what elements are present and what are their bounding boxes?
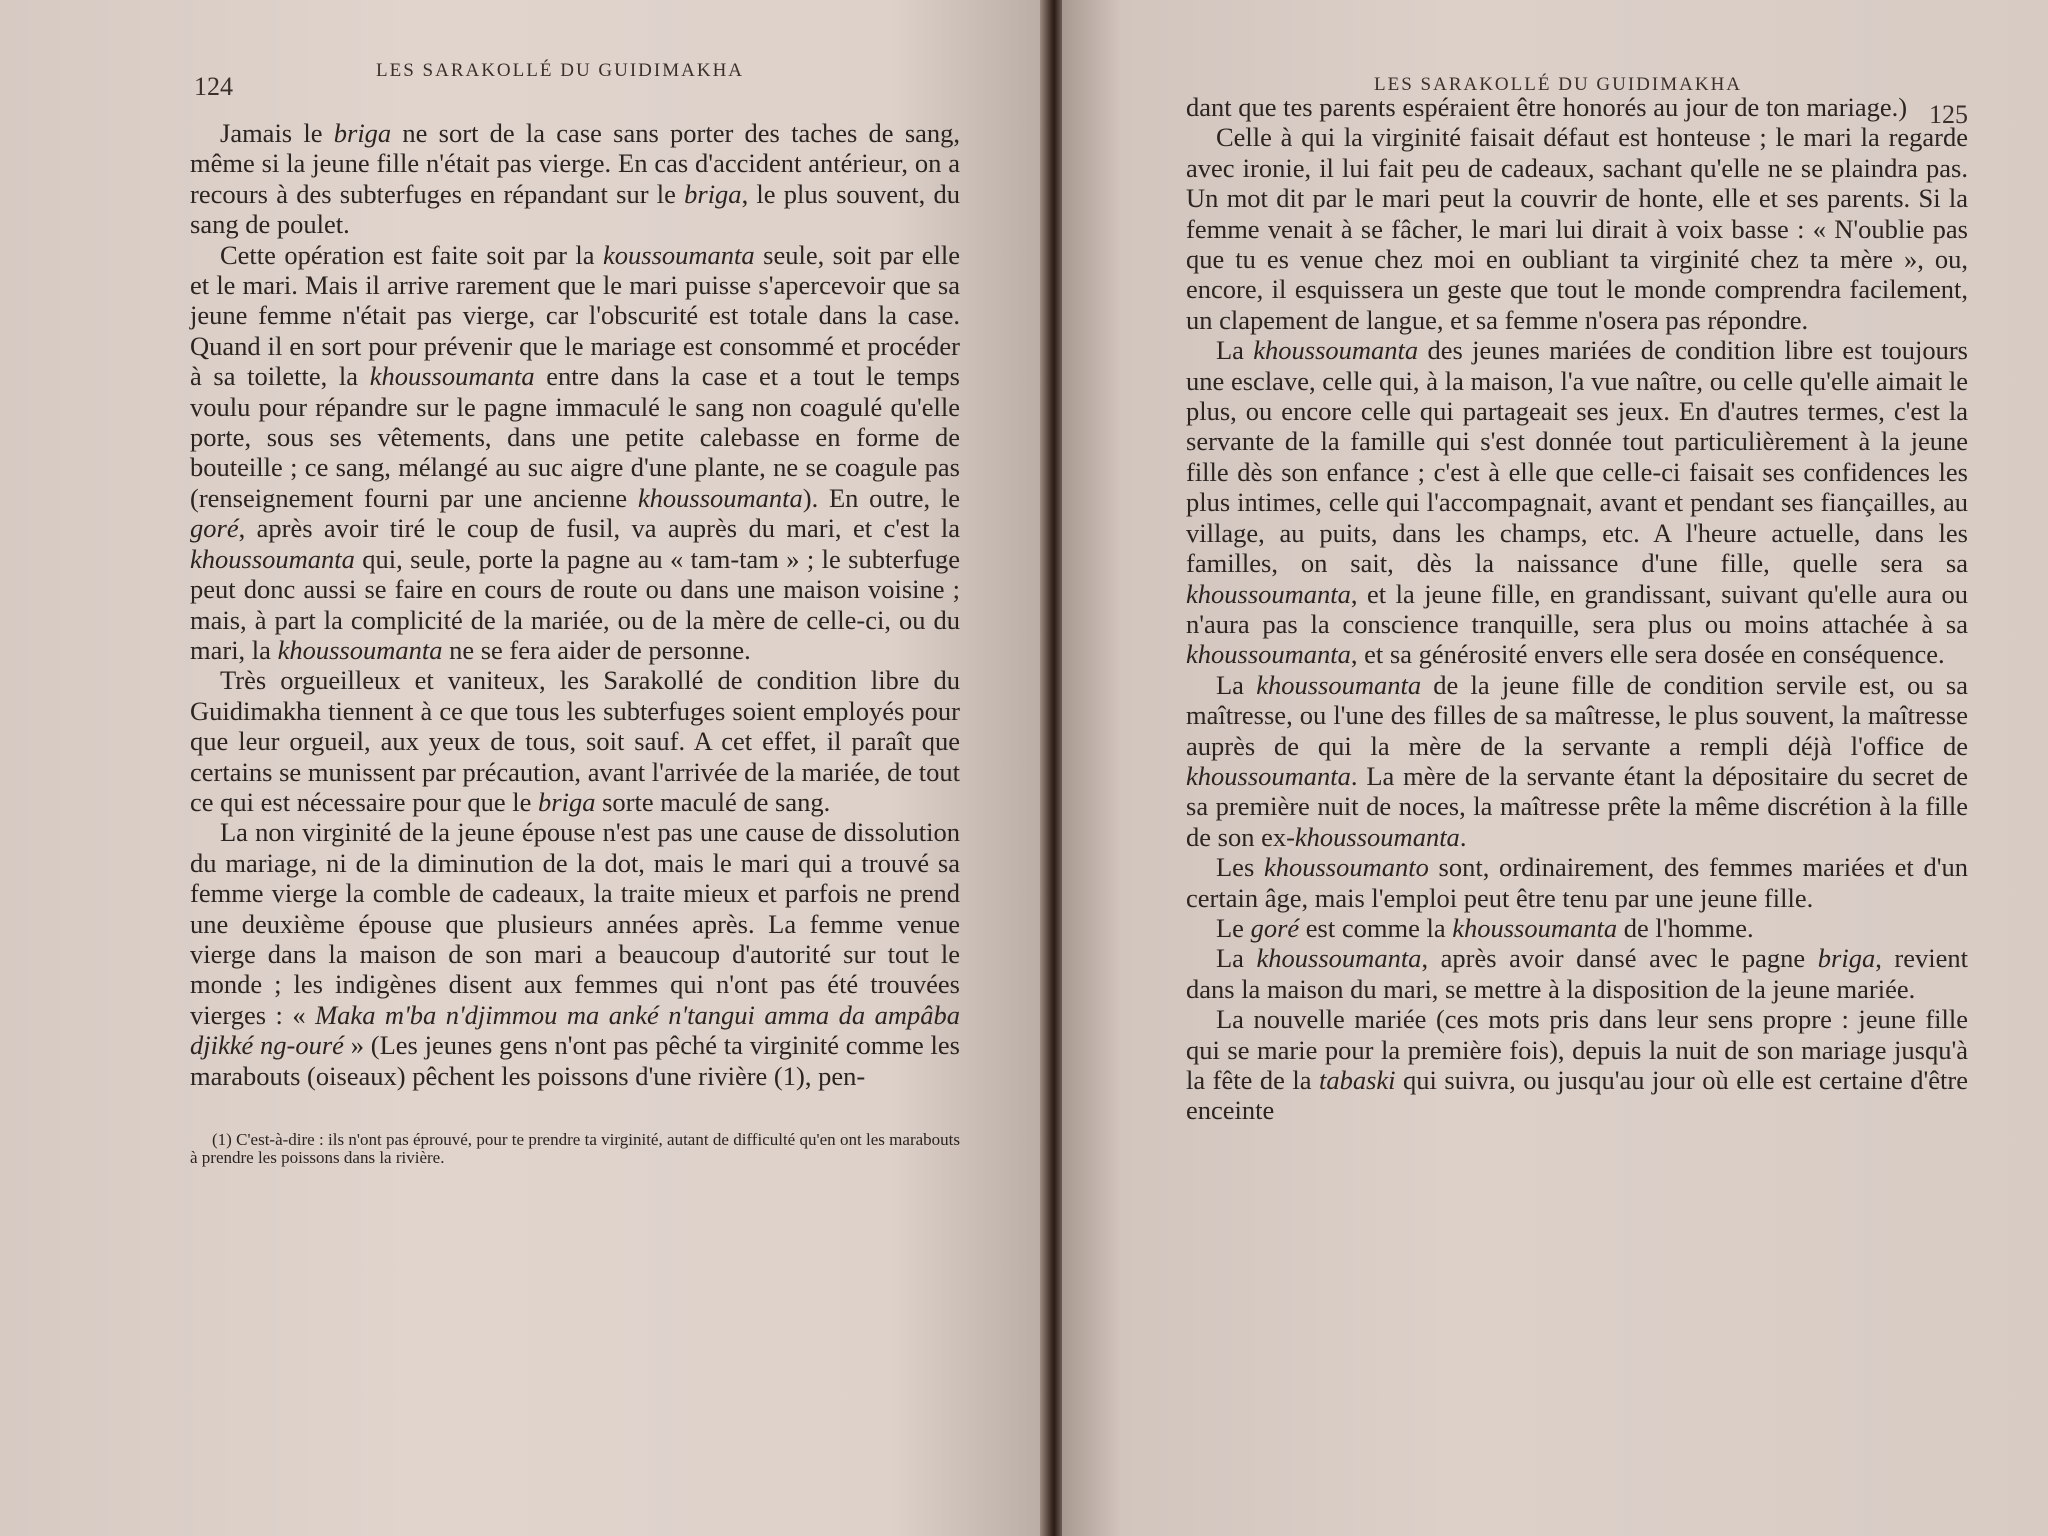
text-run: , après avoir dansé avec le pagne: [1421, 943, 1818, 974]
italic-term: goré: [1250, 912, 1300, 943]
text-run: sont, ordinairement, des femmes mariées et d'un certain âge, mais l'emploi peut être tenu par une jeune fille.: [1186, 852, 1968, 913]
italic-term: khoussoumanta: [1186, 639, 1351, 670]
text-run: Les: [1216, 852, 1264, 883]
italic-term: briga: [333, 118, 392, 148]
text-run: .: [1459, 821, 1467, 852]
text-run: dant que tes parents espéraient être honorés au jour de ton mariage.): [1186, 92, 1908, 122]
italic-term: koussoumanta: [603, 239, 755, 270]
italic-term: khoussoumanta: [1186, 760, 1351, 791]
paragraph: [190, 817, 960, 1091]
right-running-title: LES SARAKOLLÉ DU GUIDIMAKHA: [1374, 74, 1743, 95]
italic-term: briga: [538, 786, 596, 817]
text-run: , revient dans la maison du mari, se mettre à la disposition de la jeune mariée.: [1186, 943, 1969, 1004]
text-run: La: [1216, 335, 1254, 366]
italic-term: khoussoumanta: [1253, 335, 1419, 366]
italic-term: briga: [1817, 943, 1876, 974]
italic-term: khoussoumanta: [1294, 821, 1460, 852]
text-run: Très orgueilleux et vaniteux, les Sarakollé de condition libre du Guidimakha tiennent à ce que tous les subterfuges soient employés pour que leur orgueil, aux yeux de tous, soit sauf. A cet effet, il paraît que certains se munissent par précaution, avant l'arrivée de la mariée, de tout ce qui est nécessaire pour que le: [190, 665, 960, 817]
text-run: de la jeune fille de condition servile est, ou sa maîtresse, ou l'une des filles de sa maîtresse, le plus souvent, la maîtresse auprès de qui la mère de la servante a rempli déjà l'office de: [1186, 669, 1968, 761]
text-run: Celle à qui la virginité faisait défaut est honteuse ; le mari la regarde avec ironie, il lui fait peu de cadeaux, sachant qu'elle ne se plaindra pas. Un mot dit par le mari peut la couvrir de honte, elle et ses parents. Si la femme venait à se fâcher, le mari lui dirait à voix basse : « N'oublie pas que tu es venue chez moi en oubliant ta virginité chez ta mère », ou, encore, il esquissera un geste que tout le monde comprendra facilement, un clapement de langue, et sa femme n'osera pas répondre.: [1186, 122, 1968, 335]
text-run: qui, seule, porte la pagne au « tam-tam » ; le subterfuge peut donc aussi se faire en cours de route ou dans une maison voisine ; mais, à part la complicité de la mariée, ou de la mère de celle-ci, ou du mari, la: [190, 543, 960, 665]
text-run: qui suivra, ou jusqu'au jour où elle est certaine d'être enceinte: [1186, 1065, 1968, 1126]
italic-term: Maka m'ba n'djimmou ma anké n'tangui amma da ampâba djikké ng-ouré: [190, 999, 960, 1061]
italic-term: khoussoumanta: [369, 361, 535, 392]
right-page: [1062, 0, 2048, 1536]
italic-term: khoussoumanta: [277, 634, 443, 665]
left-page-number: 124: [194, 72, 233, 101]
text-run: La: [1216, 669, 1257, 700]
paragraph: [190, 665, 960, 817]
footnote: (1) C'est-à-dire : ils n'ont pas éprouvé, pour te prendre ta virginité, autant de difficulté qu'en ont les marabouts à prendre les poissons dans la rivière.: [190, 1130, 960, 1167]
paragraph: [1186, 670, 1968, 852]
paragraph: [1186, 943, 1968, 1004]
text-run: ne se fera aider de personne.: [442, 634, 751, 665]
text-run: est comme la: [1299, 912, 1453, 943]
italic-term: goré: [190, 513, 239, 544]
right-page-text: [1186, 92, 1968, 1126]
text-run: La nouvelle mariée (ces mots pris dans leur sens propre : jeune fille qui se marie pour la première fois), depuis la nuit de son mariage jusqu'à la fête de la: [1186, 1004, 1968, 1095]
right-page-number: 125: [1929, 100, 1968, 129]
text-run: . La mère de la servante étant la dépositaire du secret de sa première nuit de noces, la maîtresse prête la même discrétion à la fille de son ex-: [1186, 760, 1968, 852]
left-page-text: [190, 118, 960, 1091]
paragraph: [1186, 913, 1968, 943]
text-run: ). En outre, le: [802, 482, 960, 513]
paragraph: [1186, 852, 1968, 913]
paragraph: [1186, 122, 1968, 335]
text-run: Le: [1216, 912, 1251, 943]
paragraph: [1186, 335, 1968, 669]
paragraph: [1186, 1004, 1968, 1126]
left-running-title: LES SARAKOLLÉ DU GUIDIMAKHA: [376, 60, 745, 81]
text-run: de l'homme.: [1617, 912, 1754, 943]
italic-term: tabaski: [1318, 1065, 1396, 1095]
left-running-head: [190, 58, 960, 110]
text-run: entre dans la case et a tout le temps voulu pour répandre sur le pagne immaculé le sang non coagulé qu'elle porte, sous ses vêtements, dans une petite calebasse en forme de bouteille ; ce sang, mélangé au suc aigre d'une plante, ne se coagule pas (renseignement fourni par une ancienne: [190, 361, 960, 513]
italic-term: khoussoumanta: [1256, 669, 1422, 700]
italic-term: briga: [684, 178, 742, 209]
italic-term: khoussoumanta: [637, 482, 803, 513]
text-run: » (Les jeunes gens n'ont pas pêché ta virginité comme les marabouts (oiseaux) pêchent les poissons d'une rivière (1), pen-: [190, 1030, 960, 1091]
italic-term: khoussoumanta: [1256, 943, 1422, 974]
text-run: des jeunes mariées de condition libre est toujours une esclave, celle qui, à la maison, l'a vue naître, ou celle qu'elle aimait le plus, ou encore celle qui partageait ses jeux. En d'autres termes, c'est la servante de la famille qui s'est donnée tout particulièrement à la jeune fille dès son enfance ; c'est à elle que celle-ci faisait ses confidences les plus intimes, celle qui l'accompagnait, avant et pendant ses fiançailles, au village, au puits, dans les champs, etc. A l'heure actuelle, dans les familles, on sait, dès la naissance d'une fille, quelle sera sa: [1186, 335, 1968, 579]
text-run: , et la jeune fille, en grandissant, suivant qu'elle aura ou n'aura pas la conscience tranquille, sera plus ou moins attachée à sa: [1186, 578, 1968, 639]
italic-term: khoussoumanta: [190, 543, 355, 574]
text-run: La non virginité de la jeune épouse n'est pas une cause de dissolution du mariage, ni de la diminution de la dot, mais le mari qui a trouvé sa femme vierge la comble de cadeaux, la traite mieux et parfois ne prend une deuxième épouse que plusieurs années après. La femme venue vierge dans la maison de son mari a beaucoup d'autorité sur tout le monde ; les indigènes disent aux femmes qui n'ont pas été trouvées vierges : «: [190, 817, 960, 1030]
text-run: , et sa générosité envers elle sera dosée en conséquence.: [1350, 639, 1945, 670]
italic-term: khoussoumanta: [1186, 578, 1351, 609]
italic-term: khoussoumanto: [1263, 852, 1429, 883]
paragraph: [190, 240, 960, 666]
text-run: Jamais le: [220, 118, 334, 148]
right-running-head: [1186, 70, 1968, 129]
text-run: La: [1216, 943, 1257, 974]
text-run: ne sort de la case sans porter des taches de sang, même si la jeune fille n'était pas vierge. En cas d'accident antérieur, on a recours à des subterfuges en répandant sur le: [190, 118, 961, 209]
text-run: Cette opération est faite soit par la: [220, 239, 604, 270]
text-run: , après avoir tiré le coup de fusil, va auprès du mari, et c'est la: [238, 513, 960, 544]
italic-term: khoussoumanta: [1452, 912, 1618, 943]
text-run: , le plus souvent, du sang de poulet.: [190, 178, 960, 240]
paragraph: [190, 118, 960, 240]
text-run: seule, soit par elle et le mari. Mais il arrive rarement que le mari puisse s'apercevoir que sa jeune femme n'était pas vierge, car l'obscurité est totale dans la case. Quand il en sort pour prévenir que le mariage est consommé et procéder à sa toilette, la: [190, 239, 960, 392]
text-run: sorte maculé de sang.: [595, 786, 831, 817]
